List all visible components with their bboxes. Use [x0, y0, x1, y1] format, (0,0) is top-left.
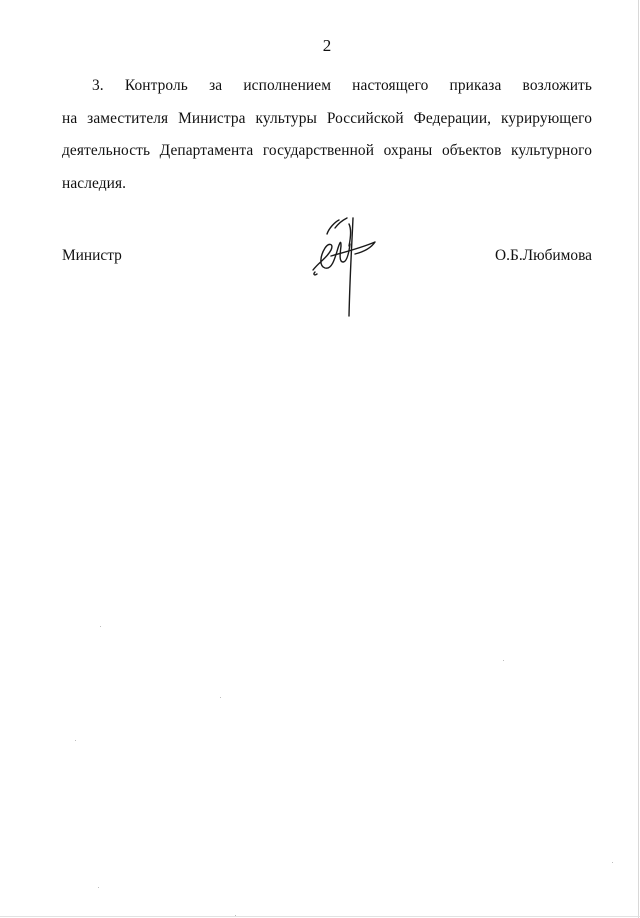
scan-edge — [638, 0, 639, 918]
paragraph-3 — [62, 70, 592, 201]
paragraph-line: на заместителя Министра культуры Российской Федерации, курирующего — [62, 109, 592, 127]
scan-speck — [235, 915, 236, 916]
scan-speck — [75, 740, 76, 741]
scan-speck — [612, 862, 613, 863]
paragraph-line: деятельность Департамента государственной охраны объектов культурного — [62, 142, 592, 160]
signer-name: О.Б.Любимова — [495, 247, 592, 264]
paragraph-line: 3. Контроль за исполнением настоящего приказа возложить — [92, 77, 592, 94]
scan-speck — [98, 887, 99, 888]
scan-speck — [220, 697, 221, 698]
page-number: 2 — [322, 36, 332, 55]
paragraph-line: наследия. — [62, 175, 127, 193]
scan-speck — [100, 626, 101, 627]
scan-speck — [503, 660, 504, 661]
handwritten-signature — [305, 212, 385, 322]
signer-title: Министр — [62, 247, 122, 264]
scan-edge — [0, 916, 640, 917]
